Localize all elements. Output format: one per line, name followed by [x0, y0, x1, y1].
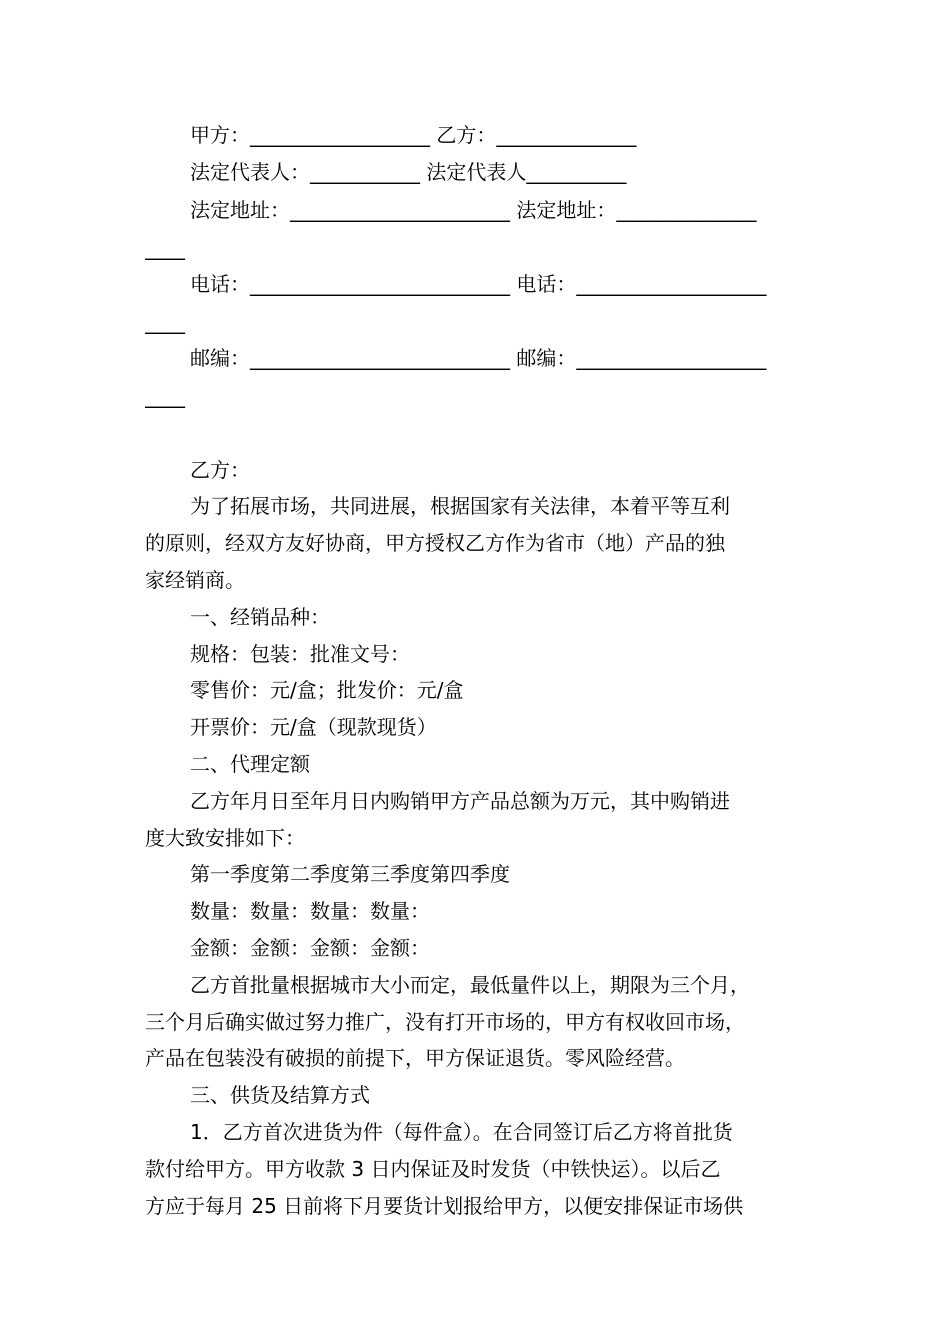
legal-address-continuation: ____ — [145, 236, 185, 260]
first-batch-line-3: 产品在包装没有破损的前提下，甲方保证退货。零风险经营。 — [145, 1046, 685, 1070]
supply-line-2: 款付给甲方。甲方收款 3 日内保证及时发货（中铁快运）。以后乙 — [145, 1157, 721, 1181]
quarters-line: 第一季度第二季度第三季度第四季度 — [190, 862, 510, 886]
party-names-line: 甲方：__________________ 乙方：______________ — [190, 123, 637, 147]
heading-product-types: 一、经销品种： — [190, 605, 330, 629]
supply-line-3: 方应于每月 25 日前将下月要货计划报给甲方，以便安排保证市场供 — [145, 1194, 744, 1218]
intro-line-1: 为了拓展市场，共同进展，根据国家有关法律，本着平等互利 — [190, 494, 730, 518]
spec-line: 规格：包装：批准文号： — [190, 642, 410, 666]
quantity-line: 数量：数量：数量：数量： — [190, 899, 430, 923]
postcode-line: 邮编：__________________________ 邮编：___________________ — [190, 346, 767, 370]
quota-line-1: 乙方年月日至年月日内购销甲方产品总额为万元，其中购销进 — [190, 789, 730, 813]
contract-title-line — [145, 418, 805, 446]
intro-line-2: 的原则，经双方友好协商，甲方授权乙方作为省市（地）产品的独 — [145, 531, 725, 555]
first-batch-line-2: 三个月后确实做过努力推广，没有打开市场的，甲方有权收回市场， — [145, 1010, 745, 1034]
party-b-label: 乙方： — [190, 458, 250, 482]
heading-agency-quota: 二、代理定额 — [190, 752, 310, 776]
first-batch-line-1: 乙方首批量根据城市大小而定，最低量件以上，期限为三个月， — [190, 973, 750, 997]
quota-line-2: 度大致安排如下： — [145, 826, 305, 850]
legal-rep-line: 法定代表人：___________ 法定代表人__________ — [190, 160, 627, 184]
amount-line: 金额：金额：金额：金额： — [190, 936, 430, 960]
intro-line-3: 家经销商。 — [145, 568, 245, 592]
invoice-price-line: 开票价：元/盒（现款现货） — [190, 715, 437, 739]
heading-supply-settlement: 三、供货及结算方式 — [190, 1083, 370, 1107]
postcode-continuation: ____ — [145, 384, 185, 408]
phone-continuation: ____ — [145, 310, 185, 334]
retail-price-line: 零售价：元/盒；批发价：元/盒 — [190, 678, 464, 702]
supply-line-1: 1．乙方首次进货为件（每件盒）。在合同签订后乙方将首批货 — [190, 1120, 733, 1144]
legal-address-line: 法定地址：______________________ 法定地址：______________ — [190, 198, 757, 222]
phone-line: 电话：__________________________ 电话：___________________ — [190, 272, 767, 296]
